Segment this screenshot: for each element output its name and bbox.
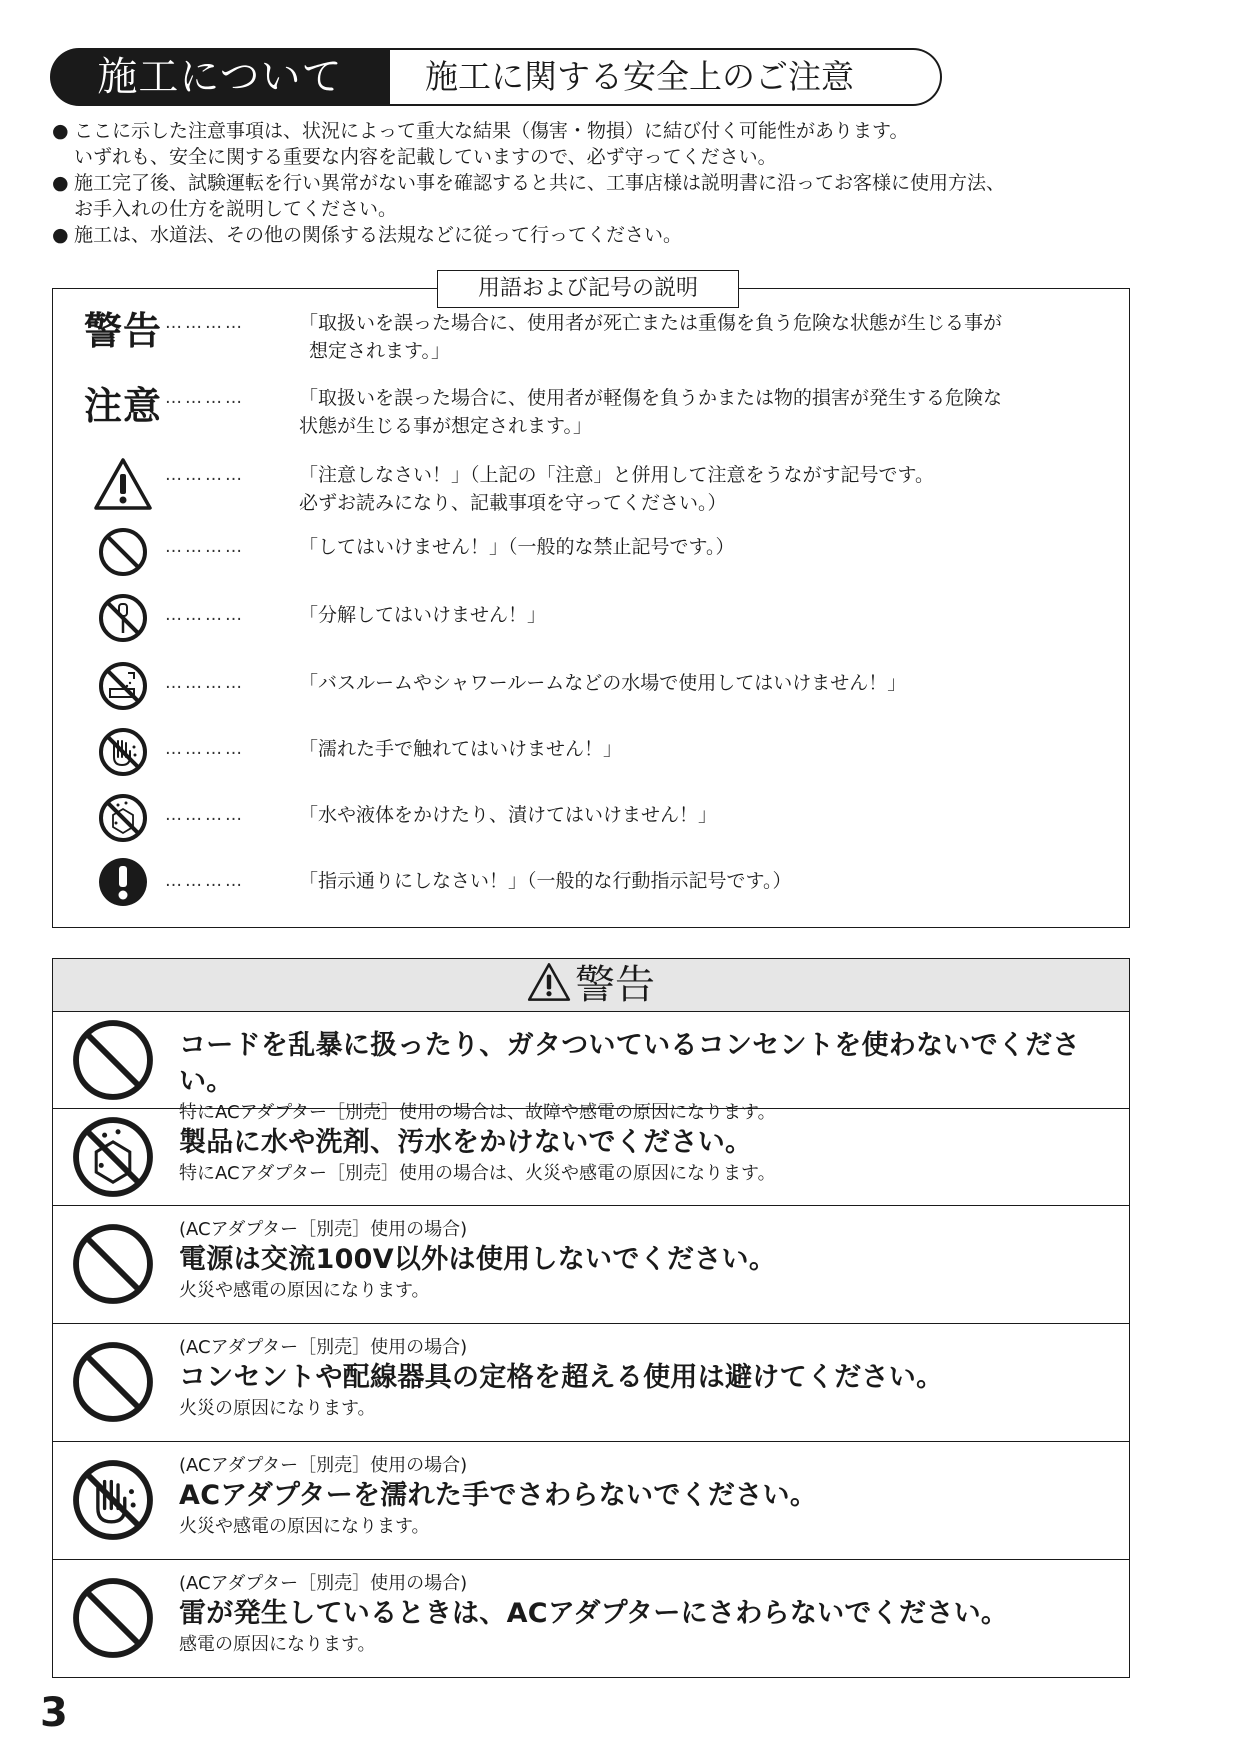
page-number: 3 [40,1690,68,1736]
legend-text: 「指示通りにしなさい！」（一般的な行動指示記号です。） [299,870,792,892]
section-subtitle-box [385,48,942,106]
prohibition-icon [71,1340,155,1424]
leader-dots: ………… [165,605,245,625]
warning-main-text: コンセントや配線器具の定格を超える使用は避けてください。 [179,1362,944,1393]
section-subtitle: 施工に関する安全上のご注意 [425,57,854,96]
intro-notes [52,118,1202,248]
leader-dots: ………… [165,388,245,408]
warning-condition: (ACアダプター［別売］使用の場合) [179,1455,468,1476]
warning-title: 警告 [575,962,655,1008]
warning-main-text: 雷が発生しているときは、ACアダプターにさわらないでください。 [179,1598,1009,1629]
prohibition-icon [73,527,173,577]
warning-row [53,1324,1129,1442]
prohibition-icon [71,1222,155,1306]
warning-word: 警告 [83,309,162,353]
prohibition-icon [71,1018,155,1102]
legend-text: 「濡れた手で触れてはいけません！」 [299,738,623,760]
legend-text: 「分解してはいけません！」 [299,604,547,626]
warning-main-text: 電源は交流100V以外は使用しないでください。 [179,1244,777,1275]
warning-sub-text: 特にACアダプター［別売］使用の場合は、故障や感電の原因になります。 [179,1102,776,1123]
no-disassembly-icon [73,593,173,643]
warning-main-text: コードを乱暴に扱ったり、ガタついているコンセントを使わないでください。 [179,1030,1080,1097]
warning-main-text: 製品に水や洗剤、汚水をかけないでください。 [179,1127,753,1158]
leader-dots: ………… [165,871,245,891]
warning-table [52,958,1130,1678]
warning-condition: (ACアダプター［別売］使用の場合) [179,1337,468,1358]
legend-text: 「取扱いを誤った場合に、使用者が死亡または重傷を負う危険な状態が生じる事が 想定されます。」 [299,312,1003,362]
warning-condition: (ACアダプター［別売］使用の場合) [179,1573,468,1594]
section-title: 施工について [50,48,390,106]
warning-sub-text: 特にACアダプター［別売］使用の場合は、火災や感電の原因になります。 [179,1163,776,1184]
leader-dots: ………… [165,465,245,485]
intro-note: ● ここに示した注意事項は、状況によって重大な結果（傷害・物損）に結び付く可能性があります。 いずれも、安全に関する重要な内容を記載していますので、必ず守ってください。 [52,118,1202,170]
intro-note: ● 施工は、水道法、その他の関係する法規などに従って行ってください。 [52,222,1202,248]
legend-text: 「注意しなさい！」（上記の「注意」と併用して注意をうながす記号です。 必ずお読みになり、記載事項を守ってください。） [299,464,934,514]
legend-text: 「してはいけません！」（一般的な禁止記号です。） [299,536,735,558]
no-water-icon [73,793,173,843]
warning-body [179,1336,1119,1422]
no-wet-hands-icon [73,727,173,777]
warning-body [179,1572,1119,1658]
prohibition-icon [71,1576,155,1660]
warning-row [53,1109,1129,1206]
no-water-icon [71,1115,155,1199]
warning-row [53,1206,1129,1324]
legend-text: 「取扱いを誤った場合に、使用者が軽傷を負うかまたは物的損害が発生する危険な 状態が生じる事が想定されます。」 [299,387,1003,437]
no-bathroom-use-icon [73,661,173,711]
leader-dots: ………… [165,739,245,759]
legend-text: 「バスルームやシャワールームなどの水場で使用してはいけません！」 [299,672,907,694]
warning-row [53,1560,1129,1677]
warning-body [179,1454,1119,1540]
leader-dots: ………… [165,673,245,693]
warning-sub-text: 火災や感電の原因になります。 [179,1516,430,1537]
section-header [50,48,920,106]
warning-body [179,1218,1119,1304]
warning-main-text: ACアダプターを濡れた手でさわらないでください。 [179,1480,818,1511]
caution-word: 注意 [83,384,162,428]
caution-triangle-icon [73,457,173,511]
intro-note: ● 施工完了後、試験運転を行い異常がない事を確認すると共に、工事店様は説明書に沿ってお客様に使用方法、 お手入れの仕方を説明してください。 [52,170,1202,222]
warning-sub-text: 感電の原因になります。 [179,1634,376,1655]
legend-text: 「水や液体をかけたり、漬けてはいけません！」 [299,804,718,826]
warning-row [53,1442,1129,1560]
legend-title: 用語および記号の説明 [437,270,739,308]
leader-dots: ………… [165,537,245,557]
mandatory-action-icon [73,857,173,907]
warning-header [53,959,1129,1012]
warning-sub-text: 火災や感電の原因になります。 [179,1280,430,1301]
warning-body [179,1125,1119,1187]
warning-sub-text: 火災の原因になります。 [179,1398,376,1419]
symbol-legend [52,276,1130,928]
leader-dots: ………… [165,805,245,825]
leader-dots: ………… [165,313,245,333]
caution-triangle-icon [527,962,571,1002]
warning-row [53,1012,1129,1123]
no-wet-hands-icon [71,1458,155,1542]
warning-condition: (ACアダプター［別売］使用の場合) [179,1219,468,1240]
